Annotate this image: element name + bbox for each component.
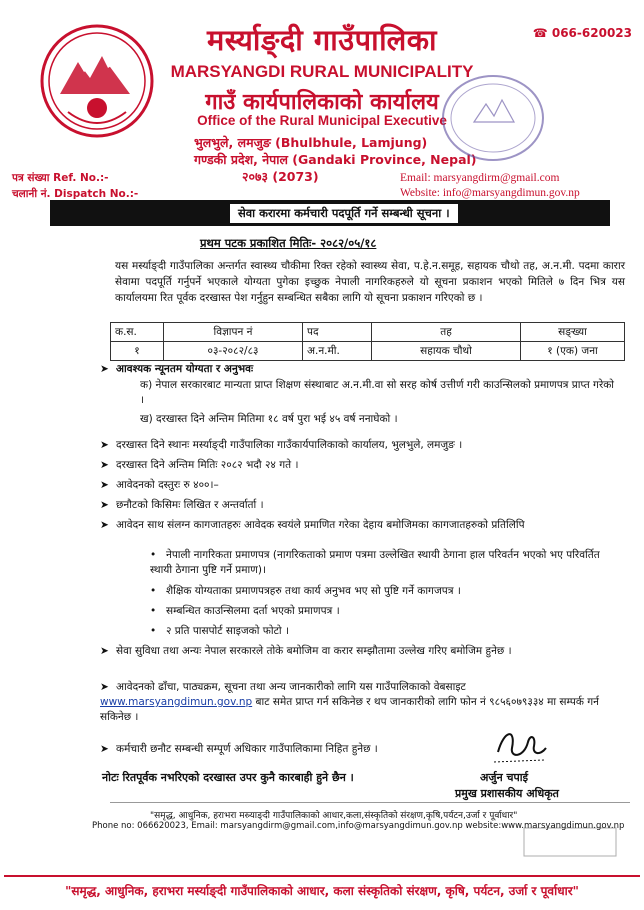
footer-slogan: "समृद्ध, आधुनिक, हराभरा मस्र्याङ्दी गाउँपालिकाको आधार,कला,संस्कृतिको संरक्षण,कृषि,पर्यटन,उर्जा र पूर्वाधार"	[150, 811, 518, 821]
application-place: ➤ दरखास्त दिने स्थानः मर्स्याङ्दी गाउँपालिका गाउँकार्यपालिकाको कार्यालय, भुलभुले, लमजुङ ।	[100, 439, 463, 451]
dot-bullet-icon: •	[150, 625, 157, 637]
qualification-b: ख) दरखास्त दिने अन्तिम मितिमा १८ वर्ष पुरा भई ४५ वर्ष ननाघेको ।	[140, 413, 398, 425]
rights-statement: ➤ कर्मचारी छनौट सम्बन्धी सम्पूर्ण अधिकार गाउँपालिकामा निहित हुनेछ ।	[100, 743, 378, 755]
arrow-bullet-icon: ➤	[100, 681, 109, 693]
signatory-designation: प्रमुख प्रशासकीय अधिकृत	[455, 787, 559, 800]
address-line-2: गण्डकी प्रदेश, नेपाल (Gandaki Province, Nepal)	[194, 152, 477, 167]
established-year: २०७३ (2073)	[242, 169, 319, 184]
header-post: पद	[303, 323, 372, 342]
cell-post: अ.न.मी.	[303, 342, 372, 361]
intro-paragraph: यस मर्स्याङ्दी गाउँपालिका अन्तर्गत स्वास्थ्य चौकीमा रिक्त रहेको स्वास्थ्य सेवा, प.हे.न.समूह, सहायक चौथो तह, अ.न.मी. पदमा कारार सेवामा पदपूर्ति गर्नुपर्ने भएकाले योग्यता पुगेका इच्छुक नेपाली नागरिकहरुले यो सूचना प्रकाशन भएको मितिले ७ दिन भित्र यस कार्यालयमा रित पूर्वक दरखास्त पेश गर्नुहुन सम्बन्धित सबैका लागि यो सूचना प्रकाशन गरिएको छ ।	[115, 260, 625, 304]
website-link[interactable]: www.marsyangdimun.gov.np	[100, 696, 253, 708]
arrow-bullet-icon: ➤	[100, 363, 109, 375]
header-ad-no: विज्ञापन नं	[164, 323, 303, 342]
note: नोटः रितपूर्वक नभरिएको दरखास्त उपर कुनै कारबाही हुने छैन ।	[102, 771, 354, 784]
signatory-name: अर्जुन चपाई	[480, 771, 528, 784]
municipality-name-nepali: मर्स्याङ्दी गाउँपालिका	[206, 23, 438, 57]
cell-level: सहायक चौथो	[372, 342, 521, 361]
office-stamp	[434, 70, 552, 166]
qualification-heading: ➤ आवश्यक न्यूनतम योग्यता र अनुभवः	[100, 363, 254, 375]
document-item: • सम्बन्धित काउन्सिलमा दर्ता भएको प्रमाणपत्र ।	[150, 605, 340, 617]
municipality-name-english: MARSYANGDI RURAL MUNICIPALITY	[170, 62, 474, 81]
arrow-bullet-icon: ➤	[100, 439, 109, 451]
phone-number: ☎ 066-620023	[532, 26, 632, 40]
arrow-bullet-icon: ➤	[100, 743, 109, 755]
table-row	[111, 342, 625, 361]
arrow-bullet-icon: ➤	[100, 645, 109, 657]
cell-ad-no: ०३-२०८२/८३	[164, 342, 303, 361]
application-fee: ➤ आवेदनको दस्तुरः रु ४००।–	[100, 479, 219, 491]
dot-bullet-icon: •	[150, 605, 157, 617]
footer-contact: Phone no: 066620023, Email: marsyangdirm@gmail.com,info@marsyangdimun.gov.np website:www.marsyangdimun.gov.np	[92, 821, 625, 831]
dot-bullet-icon: •	[150, 549, 157, 561]
arrow-bullet-icon: ➤	[100, 479, 109, 491]
signature	[490, 722, 550, 766]
table-header-row	[111, 323, 625, 342]
bottom-slogan: "समृद्ध, आधुनिक, हराभरा मर्स्याङ्दी गाउँपालिकाको आधार, कला संस्कृतिको संरक्षण, कृषि, पर्यटन, उर्जा र पूर्वाधार"	[65, 884, 579, 898]
document-item: • नेपाली नागरिकता प्रमाणपत्र (नागरिकताको प्रमाण पत्रमा उल्लेखित स्थायी ठेगाना हाल परिवर्तन भएको भए परिवर्तित स्थायी ठेगाना पुष्टि गर्ने प्रमाण)।	[150, 549, 600, 576]
information: ➤ आवेदनको ढाँचा, पाठ्यक्रम, सूचना तथा अन्य जानकारीको लागि यस गाउँपालिकाको वेबसाइट www.marsyangdimun.gov.np बाट समेत प्राप्त गर्न सकिनेछ र थप जानकारीको लागि फोन नं ९८५६०७९३३४ मा सम्पर्क गर्न सकिनेछ ।	[100, 681, 599, 723]
vacancy-table	[110, 322, 625, 361]
office-name-nepali: गाउँ कार्यपालिकाको कार्यालय	[205, 90, 439, 115]
cell-count: १ (एक) जना	[521, 342, 625, 361]
ref-number-label: पत्र संख्या Ref. No.:-	[12, 172, 109, 184]
required-documents: ➤ आवेदन साथ संलग्न कागजातहरुः आवेदक स्वयंले प्रमाणित गरेका देहाय बमोजिमका कागजातहरुको प्रतिलिपि	[100, 519, 525, 531]
office-stamp	[520, 822, 620, 862]
application-deadline: ➤ दरखास्त दिने अन्तिम मितिः २०८२ भदौ २४ गते ।	[100, 459, 299, 471]
dot-bullet-icon: •	[150, 585, 157, 597]
office-name-english: Office of the Rural Municipal Executive	[197, 113, 447, 128]
document-item: • २ प्रति पासपोर्ट साइजको फोटो ।	[150, 625, 289, 637]
email[interactable]: Email: marsyangdirm@gmail.com	[400, 172, 560, 184]
header-count: सङ्ख्या	[521, 323, 625, 342]
qualification-a: क) नेपाल सरकारबाट मान्यता प्राप्त शिक्षण संस्थाबाट अ.न.मी.वा सो सरह कोर्ष उत्तीर्ण गरी काउन्सिलको प्रमाणपत्र प्राप्त गरेको ।	[140, 379, 615, 406]
arrow-bullet-icon: ➤	[100, 499, 109, 511]
facilities: ➤ सेवा सुविधा तथा अन्यः नेपाल सरकारले तोके बमोजिम वा करार सम्झौतामा उल्लेख गरिए बमोजिम हुनेछ ।	[100, 645, 512, 657]
cell-sn: १	[111, 342, 164, 361]
website[interactable]: Website: info@marsyangdimun.gov.np	[400, 187, 580, 199]
publish-date: प्रथम पटक प्रकाशित मितिः- २०८२/०५/१८	[200, 236, 377, 250]
notice-title: सेवा करारमा कर्मचारी पदपूर्ति गर्ने सम्बन्धी सूचना ।	[230, 204, 458, 223]
address-line-1: भुलभुले, लमजुङ (Bhulbhule, Lamjung)	[194, 135, 428, 150]
document-item: • शैक्षिक योग्यताका प्रमाणपत्रहरु तथा कार्य अनुभव भए सो पुष्टि गर्ने कागजपत्र ।	[150, 585, 461, 597]
dispatch-number-label: चलानी नं. Dispatch No.:-	[12, 188, 139, 200]
header-sn: क.स.	[111, 323, 164, 342]
selection-method: ➤ छनौटको किसिमः लिखित र अन्तर्वार्ता ।	[100, 499, 264, 511]
arrow-bullet-icon: ➤	[100, 459, 109, 471]
header-level: तह	[372, 323, 521, 342]
arrow-bullet-icon: ➤	[100, 519, 109, 531]
footer-divider	[110, 802, 630, 803]
